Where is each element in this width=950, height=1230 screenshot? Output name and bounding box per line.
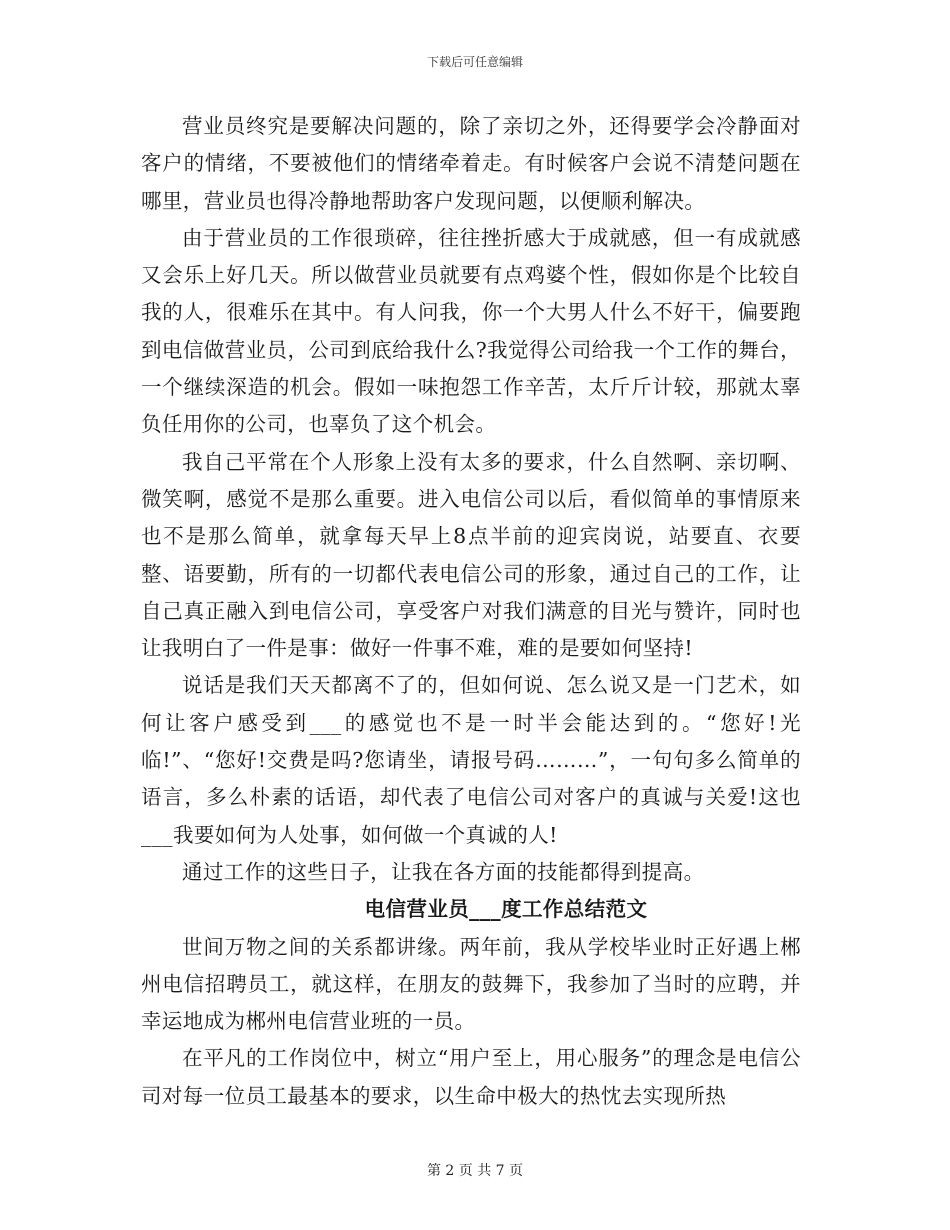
document-body: [141, 108, 801, 1115]
paragraph: 我自己平常在个人形象上没有太多的要求，什么自然啊、亲切啊、微笑啊，感觉不是那么重要。进入电信公司以后，看似简单的事情原来也不是那么简单，就拿每天早上8点半前的迎宾岗说，站要直、衣要整、语要勤，所有的一切都代表电信公司的形象，通过自己的工作，让自己真正融入到电信公司，享受客户对我们满意的目光与赞许，同时也让我明白了一件是事：做好一件事不难，难的是要如何坚持!: [141, 449, 801, 661]
paragraph: 由于营业员的工作很琐碎，往往挫折感大于成就感，但一有成就感又会乐上好几天。所以做营业员就要有点鸡婆个性，假如你是个比较自我的人，很难乐在其中。有人问我，你一个大男人什么不好干，偏要跑到电信做营业员，公司到底给我什么?我觉得公司给我一个工作的舞台，一个继续深造的机会。假如一味抱怨工作辛苦，太斤斤计较，那就太辜负任用你的公司，也辜负了这个机会。: [141, 225, 801, 437]
paragraph: 世间万物之间的关系都讲缘。两年前，我从学校毕业时正好遇上郴州电信招聘员工，就这样，在朋友的鼓舞下，我参加了当时的应聘，并幸运地成为郴州电信营业班的一员。: [141, 934, 801, 1034]
paragraph: 营业员终究是要解决问题的，除了亲切之外，还得要学会冷静面对客户的情绪，不要被他们的情绪牵着走。有时候客户会说不清楚问题在哪里，营业员也得冷静地帮助客户发现问题，以便顺利解决。: [141, 114, 801, 213]
paragraph: 通过工作的这些日子，让我在各方面的技能都得到提高。: [182, 859, 705, 884]
paragraph: 说话是我们天天都离不了的，但如何说、怎么说又是一门艺术，如何让客户感受到___的感觉也不是一时半会能达到的。“您好!光临!”、“您好!交费是吗?您请坐，请报号码………”，一句句多么简单的语言，多么朴素的话语，却代表了电信公司对客户的真诚与关爱!这也___我要如何为人处事，如何做一个真诚的人!: [141, 673, 801, 847]
page-header: 下载后可任意编辑: [426, 55, 523, 69]
paragraph: 在平凡的工作岗位中，树立“用户至上，用心服务”的理念是电信公司对每一位员工最基本的要求，以生命中极大的热忱去实现所热: [141, 1046, 801, 1108]
page-number: 第 2 页 共 7 页: [426, 1163, 524, 1179]
section-title: 电信营业员___度工作总结范文: [364, 897, 648, 922]
